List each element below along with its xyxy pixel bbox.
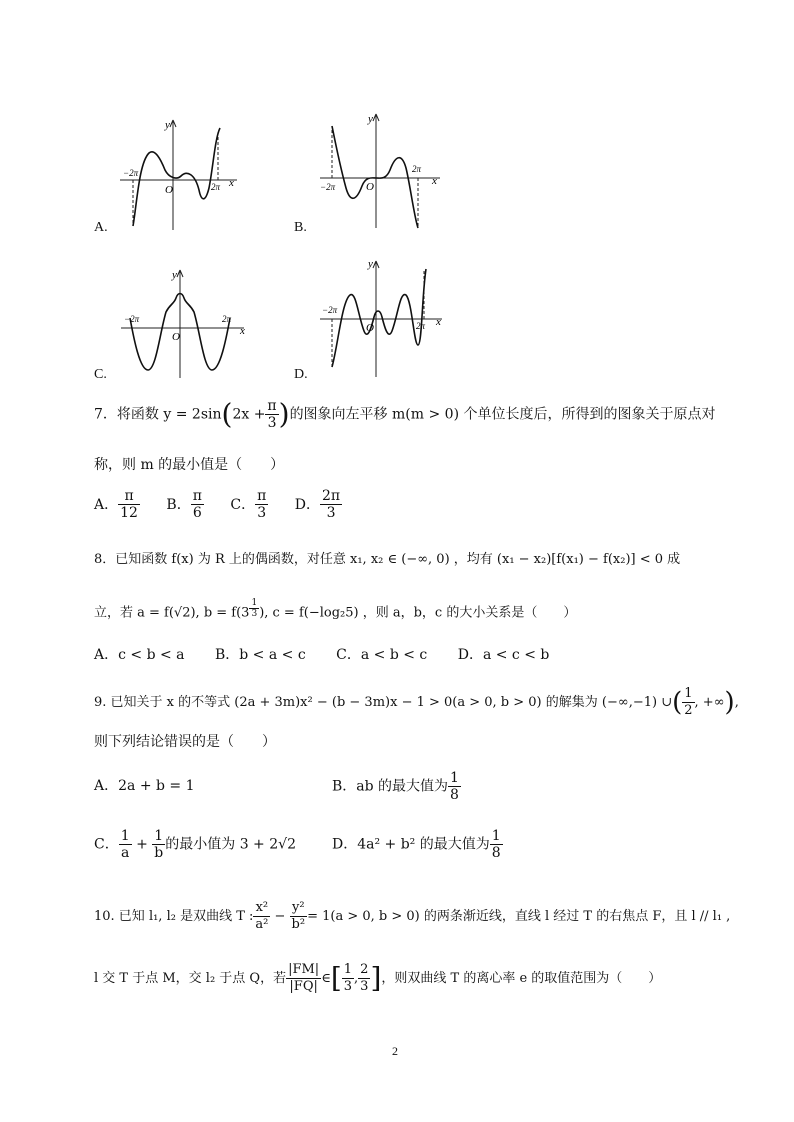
graph-a-neg-label: −2π [123, 168, 139, 178]
q7-frac-num: π [267, 398, 277, 414]
graph-a-x-label: x [229, 177, 234, 189]
q8-options [94, 645, 549, 665]
q8-exp-num: 1 [251, 598, 258, 608]
graph-b-letter: B. [294, 220, 307, 235]
graph-d-origin: O [366, 322, 374, 334]
q9-option-a: A．2a + b = 1 [94, 778, 195, 794]
graph-c-letter: C. [94, 367, 107, 382]
question-9-line-1: 9. 已知关于 x 的不等式 (2a + 3m)x² − (b − 3m)x − 1 > 0(a > 0, b > 0) 的解集为 (−∞,−1) ∪( $\frac{1}{2}$ , +∞), [94, 686, 739, 718]
q7-pre: 将函数 y = 2sin [116, 406, 222, 423]
graph-c-neg-label: −2π [124, 314, 140, 324]
graph-d-letter: D. [294, 367, 308, 382]
question-7-line-2: 称，则 m 的最小值是（ ） [94, 457, 285, 473]
q9-option-b: B．ab 的最大值为 $\frac{1}{8}$ [332, 770, 459, 803]
graph-d-neg-label: −2π [322, 305, 338, 315]
question-8-line-1: 8．已知函数 f(x) 为 R 上的偶函数，对任意 x₁, x₂ ∈ (−∞, 0) ，均有 (x₁ − x₂)[f(x₁) − f(x₂)] < 0 成 [94, 552, 681, 567]
graph-c [116, 262, 251, 380]
graph-b-y-label: y [368, 113, 373, 125]
graph-c-y-label: y [172, 269, 177, 281]
q9-line1-b: , +∞ [694, 695, 725, 710]
graph-a-origin: O [165, 184, 173, 196]
q8-line2-a: 立，若 a = f(√2), b = f(3 [94, 605, 250, 621]
graph-a-pos-label: 2π [211, 182, 221, 192]
question-7-line-1: 7．将函数 y = 2sin(2x + $\frac{\pi}{3}$ )的图象向左平移 m(m > 0) 个单位长度后，所得到的图象关于原点对 [94, 397, 716, 431]
graph-b-pos-label: 2π [412, 164, 422, 174]
graph-a-letter: A. [94, 220, 108, 235]
q7-post: 的图象向左平移 m(m > 0) 个单位长度后，所得到的图象关于原点对 [289, 406, 716, 423]
q7-option-b: B． $\frac{\pi}{6}$ [166, 488, 202, 521]
graph-d-x-label: x [436, 316, 441, 328]
q9-frac-num: 1 [684, 686, 693, 701]
graph-c-x-label: x [240, 325, 245, 337]
q10-line2-b: ，则双曲线 T 的离心率 e 的取值范围为（ ） [381, 971, 662, 986]
question-10-line-1: 10. 已知 l₁, l₂ 是双曲线 T : $\frac{\text{x²}}{\text{a²}}$ − $\frac{\text{y²}}{\text{b²}}$ = 1(a > 0, b > 0) 的两条渐近线，直线 l 经过 T 的右焦点 F，且 l // l₁ , [94, 900, 731, 932]
q7-option-a: A． $\frac{\pi}{12}$ [94, 488, 138, 521]
q7-number: 7． [94, 406, 117, 423]
graph-a-y-label: y [165, 119, 170, 131]
q9-line1-a: 9. 已知关于 x 的不等式 (2a + 3m)x² − (b − 3m)x − 1 > 0(a > 0, b > 0) 的解集为 (−∞,−1) ∪ [94, 695, 673, 710]
q7-inner: 2x + [232, 406, 266, 423]
graph-b-x-label: x [432, 175, 437, 187]
question-8-line-2 [94, 598, 576, 623]
question-9-line-2: 则下列结论错误的是（ ） [94, 734, 276, 750]
page-number: 2 [392, 1044, 398, 1058]
q7-option-c: C． $\frac{\pi}{3}$ [230, 488, 267, 521]
graph-d-y-label: y [368, 258, 373, 270]
q8-line2-b: ), c = f(−log₂5) ，则 a，b，c 的大小关系是（ ） [259, 605, 577, 621]
q8-option-d: D．a < c < b [457, 647, 550, 663]
graph-d [318, 255, 448, 380]
q7-option-d: D． $\frac{2\pi}{3}$ [294, 488, 341, 521]
question-10-line-2: l 交 T 于点 M，交 l₂ 于点 Q，若 $\frac{|FM|}{|FQ|}$ ∈[ $\frac{1}{3}$ , $\frac{2}{3}$ ]，则双曲线 T 的离心率 e 的取值范围为（ ） [94, 961, 662, 995]
graph-b [318, 106, 448, 231]
graph-a [115, 108, 245, 233]
graph-b-neg-label: −2π [320, 182, 336, 192]
q8-option-b: B．b < a < c [214, 647, 306, 663]
graph-b-origin: O [366, 181, 374, 193]
q8-option-c: C．a < b < c [336, 647, 428, 663]
q9-frac-den: 2 [684, 703, 693, 718]
graph-c-pos-label: 2π [222, 314, 232, 324]
graph-d-pos-label: 2π [416, 321, 426, 331]
q10-post: = 1(a > 0, b > 0) 的两条渐近线，直线 l 经过 T 的右焦点 F，且 l // l₁ , [307, 909, 731, 924]
q8-option-a: A．c < b < a [94, 647, 185, 663]
q10-pre: 10. 已知 l₁, l₂ 是双曲线 T : [94, 909, 254, 924]
q8-exp-den: 3 [251, 609, 258, 619]
q9-option-c: C． $\frac{1}{a}$ + $\frac{1}{b}$ 的最小值为 3 + 2√2 [94, 828, 296, 861]
graph-c-origin: O [172, 331, 180, 343]
q9-option-d: D．4a² + b² 的最大值为 $\frac{1}{8}$ [332, 828, 501, 861]
q7-frac-den: 3 [267, 415, 277, 431]
q7-options [94, 488, 342, 521]
q10-line2-a: l 交 T 于点 M，交 l₂ 于点 Q，若 [94, 971, 287, 986]
